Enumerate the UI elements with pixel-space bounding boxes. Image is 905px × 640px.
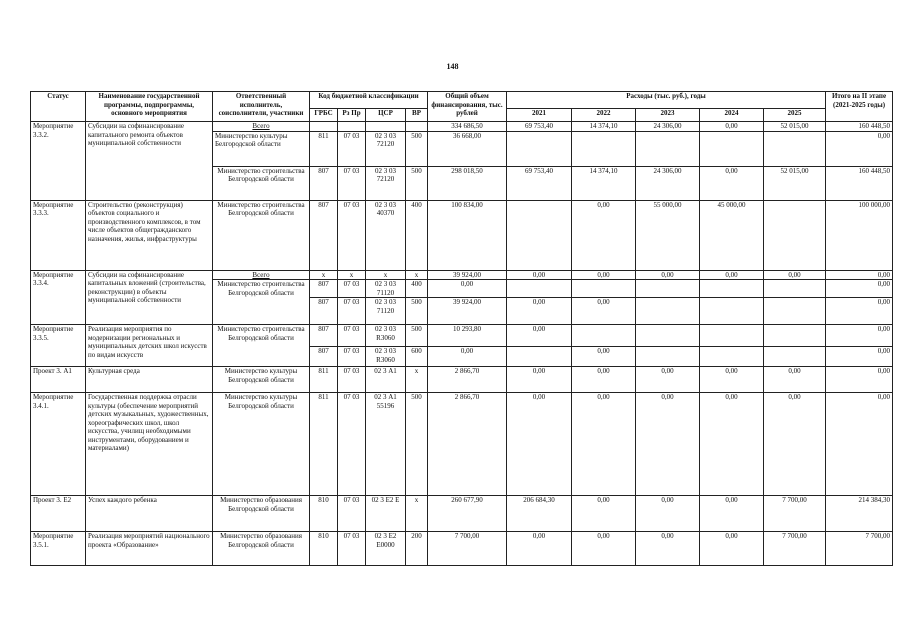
y2022-cell: 0,00	[572, 496, 636, 532]
itog-cell: 0,00	[826, 367, 893, 393]
csr-cell: 02 3 03 R3060	[366, 325, 406, 347]
y2024-cell: 0,00	[700, 122, 764, 132]
y2024-cell: 45 000,00	[700, 200, 764, 270]
rz-cell: 07 03	[338, 200, 366, 270]
header-stage-total: Итого на II этапе (2021-2025 годы)	[826, 92, 893, 122]
total-cell: 39 924,00	[428, 298, 507, 325]
y2025-cell	[764, 131, 826, 166]
responsible-cell: Министерство культуры Белгородской области	[213, 131, 310, 166]
header-rz: Рз Пр	[338, 109, 366, 122]
grbs-cell: х	[310, 270, 338, 280]
header-budget-code: Код бюджетной классификации	[310, 92, 428, 109]
total-cell: 10 293,80	[428, 325, 507, 347]
name-cell: Успех каждого ребенка	[86, 496, 213, 532]
table-row	[31, 325, 893, 347]
table-row	[31, 367, 893, 393]
itog-cell: 160 448,50	[826, 166, 893, 200]
rz-cell: 07 03	[338, 131, 366, 166]
status-cell: Мероприятие 3.3.4.	[31, 270, 86, 325]
y2025-cell	[764, 325, 826, 347]
responsible-cell: Всего	[213, 270, 310, 280]
y2024-cell: 0,00	[700, 532, 764, 566]
itog-cell: 160 448,50	[826, 122, 893, 132]
name-cell: Строительство (реконструкция) объектов социального и производственного комплексов, в том числе объектов общегражданского назначения, жилья, инфраструктуры	[86, 200, 213, 270]
y2025-cell: 0,00	[764, 367, 826, 393]
y2024-cell	[700, 280, 764, 298]
csr-cell: 02 3 03 71120	[366, 298, 406, 325]
csr-cell: 02 3 Е2 Е0000	[366, 532, 406, 566]
table-row	[31, 393, 893, 496]
itog-cell: 0,00	[826, 280, 893, 298]
y2023-cell: 0,00	[636, 532, 700, 566]
y2023-cell	[636, 131, 700, 166]
rz-cell	[338, 122, 366, 132]
y2022-cell: 0,00	[572, 367, 636, 393]
y2025-cell	[764, 200, 826, 270]
y2024-cell	[700, 325, 764, 347]
responsible-cell: Министерство культуры Белгородской области	[213, 367, 310, 393]
vr-cell: х	[406, 496, 428, 532]
y2025-cell: 7 700,00	[764, 496, 826, 532]
y2022-cell: 0,00	[572, 270, 636, 280]
y2024-cell: 0,00	[700, 270, 764, 280]
csr-cell: 02 3 А1 55196	[366, 393, 406, 496]
status-cell: Мероприятие 3.5.1.	[31, 532, 86, 566]
itog-cell: 0,00	[826, 270, 893, 280]
itog-cell: 0,00	[826, 393, 893, 496]
grbs-cell: 811	[310, 367, 338, 393]
y2022-cell: 0,00	[572, 298, 636, 325]
y2021-cell: 0,00	[507, 532, 572, 566]
grbs-cell: 807	[310, 298, 338, 325]
total-cell: 39 924,00	[428, 270, 507, 280]
grbs-cell: 807	[310, 325, 338, 347]
itog-cell: 214 384,30	[826, 496, 893, 532]
y2021-cell: 0,00	[507, 367, 572, 393]
grbs-cell: 807	[310, 280, 338, 298]
y2024-cell	[700, 347, 764, 367]
csr-cell: 02 3 А1	[366, 367, 406, 393]
rz-cell: 07 03	[338, 298, 366, 325]
grbs-cell: 810	[310, 532, 338, 566]
vr-cell: 500	[406, 166, 428, 200]
csr-cell: 02 3 03 72120	[366, 131, 406, 166]
table-row	[31, 122, 893, 132]
vr-cell: х	[406, 367, 428, 393]
y2023-cell: 0,00	[636, 270, 700, 280]
header-status: Статус	[31, 92, 86, 122]
grbs-cell: 807	[310, 347, 338, 367]
budget-table	[30, 91, 893, 566]
y2021-cell: 69 753,40	[507, 122, 572, 132]
y2024-cell: 0,00	[700, 367, 764, 393]
total-cell: 7 700,00	[428, 532, 507, 566]
csr-cell: х	[366, 270, 406, 280]
itog-cell: 100 000,00	[826, 200, 893, 270]
y2025-cell	[764, 347, 826, 367]
rz-cell: 07 03	[338, 166, 366, 200]
grbs-cell: 811	[310, 393, 338, 496]
y2021-cell	[507, 200, 572, 270]
table-row	[31, 496, 893, 532]
csr-cell: 02 3 03 71120	[366, 280, 406, 298]
y2023-cell: 24 306,00	[636, 122, 700, 132]
total-cell: 298 018,50	[428, 166, 507, 200]
y2024-cell	[700, 298, 764, 325]
name-cell: Государственная поддержка отрасли культуры (обеспечение мероприятий детских музыкальных, художественных, хореографических школ, школ искусства, училищ необходимыми инструментами, оборудованием и материалами)	[86, 393, 213, 496]
header-2024: 2024	[700, 109, 764, 122]
name-cell: Реализация мероприятия по модернизации региональных и муниципальных детских школ искусств по видам искусств	[86, 325, 213, 367]
total-cell: 100 834,00	[428, 200, 507, 270]
y2022-cell: 0,00	[572, 393, 636, 496]
page-number: 148	[446, 62, 459, 71]
vr-cell: 500	[406, 131, 428, 166]
rz-cell: 07 03	[338, 347, 366, 367]
y2023-cell	[636, 347, 700, 367]
header-name: Наименование государственной программы, подпрограммы, основного мероприятия	[86, 92, 213, 122]
grbs-cell: 810	[310, 496, 338, 532]
grbs-cell: 807	[310, 166, 338, 200]
vr-cell: 500	[406, 325, 428, 347]
y2021-cell: 0,00	[507, 325, 572, 347]
responsible-cell: Всего	[213, 122, 310, 132]
y2022-cell	[572, 280, 636, 298]
vr-cell: 200	[406, 532, 428, 566]
y2021-cell: 0,00	[507, 298, 572, 325]
y2023-cell	[636, 298, 700, 325]
total-cell: 334 686,50	[428, 122, 507, 132]
total-cell: 36 668,00	[428, 131, 507, 166]
header-vr: ВР	[406, 109, 428, 122]
itog-cell: 0,00	[826, 298, 893, 325]
rz-cell: 07 03	[338, 367, 366, 393]
name-cell: Реализация мероприятий национального проекта «Образование»	[86, 532, 213, 566]
rz-cell: х	[338, 270, 366, 280]
status-cell: Мероприятие 3.3.5.	[31, 325, 86, 367]
y2023-cell	[636, 325, 700, 347]
y2021-cell: 0,00	[507, 270, 572, 280]
csr-cell: 02 3 Е2 Е	[366, 496, 406, 532]
y2025-cell: 7 700,00	[764, 532, 826, 566]
header-2025: 2025	[764, 109, 826, 122]
csr-cell	[366, 122, 406, 132]
y2025-cell	[764, 298, 826, 325]
header-2023: 2023	[636, 109, 700, 122]
y2021-cell	[507, 347, 572, 367]
responsible-cell: Министерство образования Белгородской области	[213, 532, 310, 566]
y2024-cell: 0,00	[700, 393, 764, 496]
table-row	[31, 532, 893, 566]
y2022-cell: 14 374,10	[572, 122, 636, 132]
y2021-cell: 0,00	[507, 393, 572, 496]
header-expenses: Расходы (тыс. руб.), годы	[507, 92, 826, 109]
csr-cell: 02 3 03 R3060	[366, 347, 406, 367]
y2023-cell: 0,00	[636, 367, 700, 393]
rz-cell: 07 03	[338, 325, 366, 347]
y2023-cell	[636, 280, 700, 298]
rz-cell: 07 03	[338, 280, 366, 298]
header-responsible: Ответственный исполнитель, соисполнители, участники	[213, 92, 310, 122]
total-cell: 2 866,70	[428, 393, 507, 496]
name-cell: Культурная среда	[86, 367, 213, 393]
csr-cell: 02 3 03 40370	[366, 200, 406, 270]
status-cell: Мероприятие 3.4.1.	[31, 393, 86, 496]
rz-cell: 07 03	[338, 532, 366, 566]
vr-cell: 600	[406, 347, 428, 367]
responsible-cell: Министерство строительства Белгородской области	[213, 280, 310, 325]
y2025-cell: 52 015,00	[764, 166, 826, 200]
vr-cell	[406, 122, 428, 132]
name-cell: Субсидии на софинансирование капитальных вложений (строительства, реконструкции) в объекты муниципальной собственности	[86, 270, 213, 325]
vr-cell: 400	[406, 200, 428, 270]
status-cell: Мероприятие 3.3.3.	[31, 200, 86, 270]
y2022-cell: 0,00	[572, 347, 636, 367]
y2025-cell: 0,00	[764, 270, 826, 280]
table-row	[31, 270, 893, 280]
y2022-cell: 0,00	[572, 200, 636, 270]
y2021-cell: 69 753,40	[507, 166, 572, 200]
rz-cell: 07 03	[338, 393, 366, 496]
itog-cell: 0,00	[826, 347, 893, 367]
responsible-cell: Министерство образования Белгородской области	[213, 496, 310, 532]
y2023-cell: 24 306,00	[636, 166, 700, 200]
y2024-cell: 0,00	[700, 496, 764, 532]
rz-cell: 07 03	[338, 496, 366, 532]
csr-cell: 02 3 03 72120	[366, 166, 406, 200]
grbs-cell: 807	[310, 200, 338, 270]
itog-cell: 7 700,00	[826, 532, 893, 566]
y2025-cell: 52 015,00	[764, 122, 826, 132]
y2023-cell: 0,00	[636, 496, 700, 532]
responsible-cell: Министерство строительства Белгородской области	[213, 325, 310, 367]
total-cell: 260 677,90	[428, 496, 507, 532]
y2021-cell: 206 684,30	[507, 496, 572, 532]
name-cell: Субсидии на софинансирование капитального ремонта объектов муниципальной собственности	[86, 122, 213, 201]
total-cell: 2 866,70	[428, 367, 507, 393]
total-cell: 0,00	[428, 280, 507, 298]
header-total: Общий объем финансирования, тыс. рублей	[428, 92, 507, 122]
vr-cell: х	[406, 270, 428, 280]
grbs-cell	[310, 122, 338, 132]
y2022-cell: 14 374,10	[572, 166, 636, 200]
responsible-cell: Министерство строительства Белгородской области	[213, 200, 310, 270]
status-cell: Проект 3. А1	[31, 367, 86, 393]
y2021-cell	[507, 280, 572, 298]
y2024-cell: 0,00	[700, 166, 764, 200]
vr-cell: 500	[406, 393, 428, 496]
grbs-cell: 811	[310, 131, 338, 166]
vr-cell: 400	[406, 280, 428, 298]
y2025-cell: 0,00	[764, 393, 826, 496]
header-2021: 2021	[507, 109, 572, 122]
y2022-cell: 0,00	[572, 532, 636, 566]
responsible-cell: Министерство строительства Белгородской области	[213, 166, 310, 200]
y2023-cell: 55 000,00	[636, 200, 700, 270]
y2025-cell	[764, 280, 826, 298]
status-cell: Мероприятие 3.3.2.	[31, 122, 86, 201]
table-row	[31, 200, 893, 270]
total-cell: 0,00	[428, 347, 507, 367]
status-cell: Проект 3. Е2	[31, 496, 86, 532]
header-csr: ЦСР	[366, 109, 406, 122]
y2022-cell	[572, 131, 636, 166]
y2023-cell: 0,00	[636, 393, 700, 496]
y2022-cell	[572, 325, 636, 347]
header-grbs: ГРБС	[310, 109, 338, 122]
header-2022: 2022	[572, 109, 636, 122]
vr-cell: 500	[406, 298, 428, 325]
responsible-cell: Министерство культуры Белгородской области	[213, 393, 310, 496]
y2024-cell	[700, 131, 764, 166]
itog-cell: 0,00	[826, 325, 893, 347]
y2021-cell	[507, 131, 572, 166]
itog-cell: 0,00	[826, 131, 893, 166]
